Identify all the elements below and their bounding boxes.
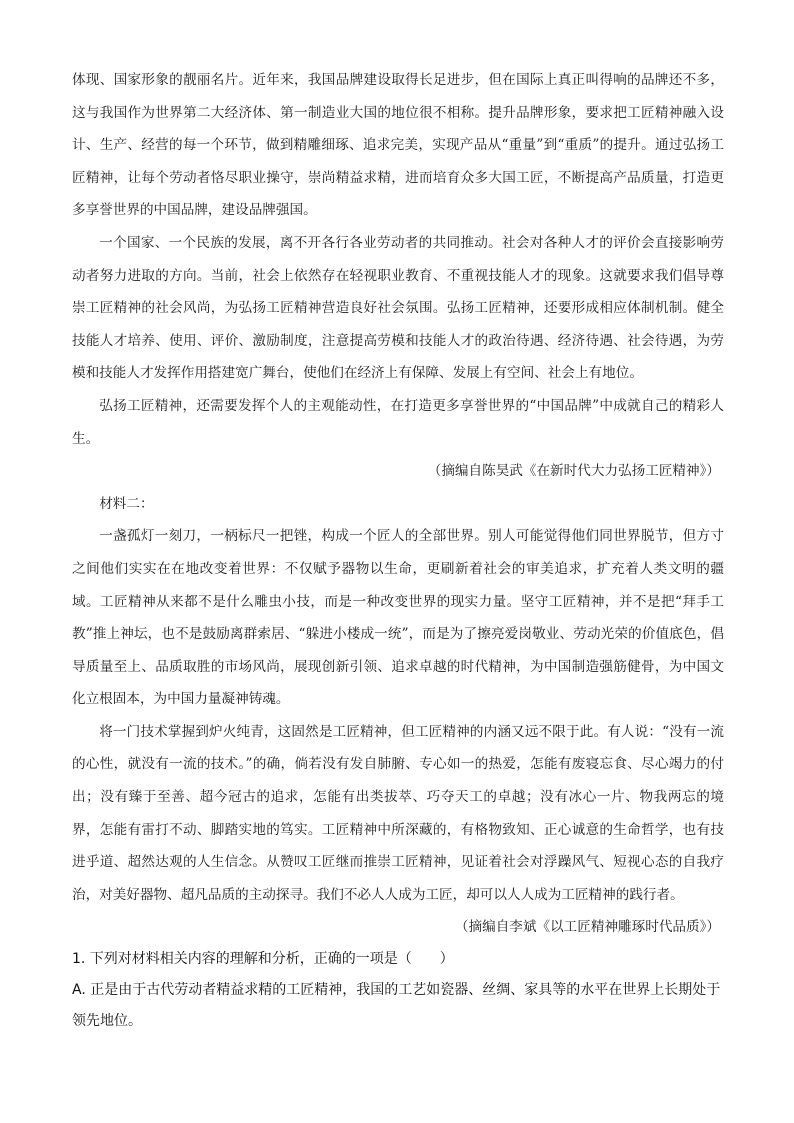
material-one-paragraph-2: 一个国家、一个民族的发展，离不开各行各业劳动者的共同推动。社会对各种人才的评价会直接影响劳动者努力进取的方向。当前，社会上依然存在轻视职业教育、不重视技能人才的现象。这就要求我们倡导尊崇工匠精神的社会风尚，为弘扬工匠精神营造良好社会氛围。弘扬工匠精神，还要形成相应体制机制。健全技能人才培养、使用、评价、激励制度，注意提高劳模和技能人才的政治待遇、经济待遇、社会待遇，为劳模和技能人才发挥作用搭建宽广舞台，使他们在经济上有保障、发展上有空间、社会上有地位。 xyxy=(72,234,724,382)
material-one-paragraph-1: 体现、国家形象的靓丽名片。近年来，我国品牌建设取得长足进步，但在国际上真正叫得响的品牌还不多，这与我国作为世界第二大经济体、第一制造业大国的地位很不相称。提升品牌形象，要求把工匠精神融入设计、生产、经营的每一个环节，做到精雕细琢、追求完美，实现产品从“重量”到“重质”的提升。通过弘扬工匠精神，让每个劳动者恪尽职业操守，崇尚精益求精，进而培育众多大国工匠，不断提高产品质量，打造更多享誉世界的中国品牌，建设品牌强国。 xyxy=(72,72,724,219)
document-page xyxy=(72,64,724,1037)
question-stem: 1. 下列对材料相关内容的理解和分析，正确的一项是（ ） xyxy=(72,951,454,968)
material-one-paragraph-3: 弘扬工匠精神，还需要发挥个人的主观能动性，在打造更多享誉世界的“中国品牌”中成就自己的精彩人生。 xyxy=(72,397,724,447)
question-1 xyxy=(72,944,724,1037)
material-two-paragraph-1: 一盏孤灯一刻刀，一柄标尺一把锉，构成一个匠人的全部世界。别人可能觉得他们同世界脱节，但方寸之间他们实实在在地改变着世界：不仅赋予器物以生命，更刷新着社会的审美追求，扩充着人类文明的疆域。工匠精神从来都不是什么雕虫小技，而是一种改变世界的现实力量。坚守工匠精神，并不是把“拜手工教”推上神坛，也不是鼓励离群索居、“躲进小楼成一统”，而是为了擦亮爱岗敬业、劳动光荣的价值底色，倡导质量至上、品质取胜的市场风尚，展现创新引领、追求卓越的时代精神，为中国制造强筋健骨，为中国文化立根固本，为中国力量凝神铸魂。 xyxy=(72,528,724,708)
material-two-source: （摘编自李斌《以工匠精神雕琢时代品质》） xyxy=(454,919,720,936)
material-one-source: （摘编自陈昊武《在新时代大力弘扬工匠精神》） xyxy=(427,463,720,480)
material-two-heading: 材料二： xyxy=(99,495,154,512)
question-option-a: A. 正是由于古代劳动者精益求精的工匠精神，我国的工艺如瓷器、丝绸、家具等的水平在世界上长期处于领先地位。 xyxy=(72,982,721,1030)
material-two-paragraph-2: 将一门技术掌握到炉火纯青，这固然是工匠精神，但工匠精神的内涵又远不限于此。有人说：“没有一流的心性，就没有一流的技术。”的确，倘若没有发自肺腑、专心如一的热爱，怎能有废寝忘食、尽心竭力的付出；没有臻于至善、超今冠古的追求，怎能有出类拔萃、巧夺天工的卓越；没有冰心一片、物我两忘的境界，怎能有雷打不动、脚踏实地的笃实。工匠精神中所深藏的，有格物致知、正心诚意的生命哲学，也有技进乎道、超然达观的人生信念。从赞叹工匠继而推崇工匠精神，见证着社会对浮躁风气、短视心态的自我疗治，对美好器物、超凡品质的主动探寻。我们不必人人成为工匠，却可以人人成为工匠精神的践行者。 xyxy=(72,723,724,903)
